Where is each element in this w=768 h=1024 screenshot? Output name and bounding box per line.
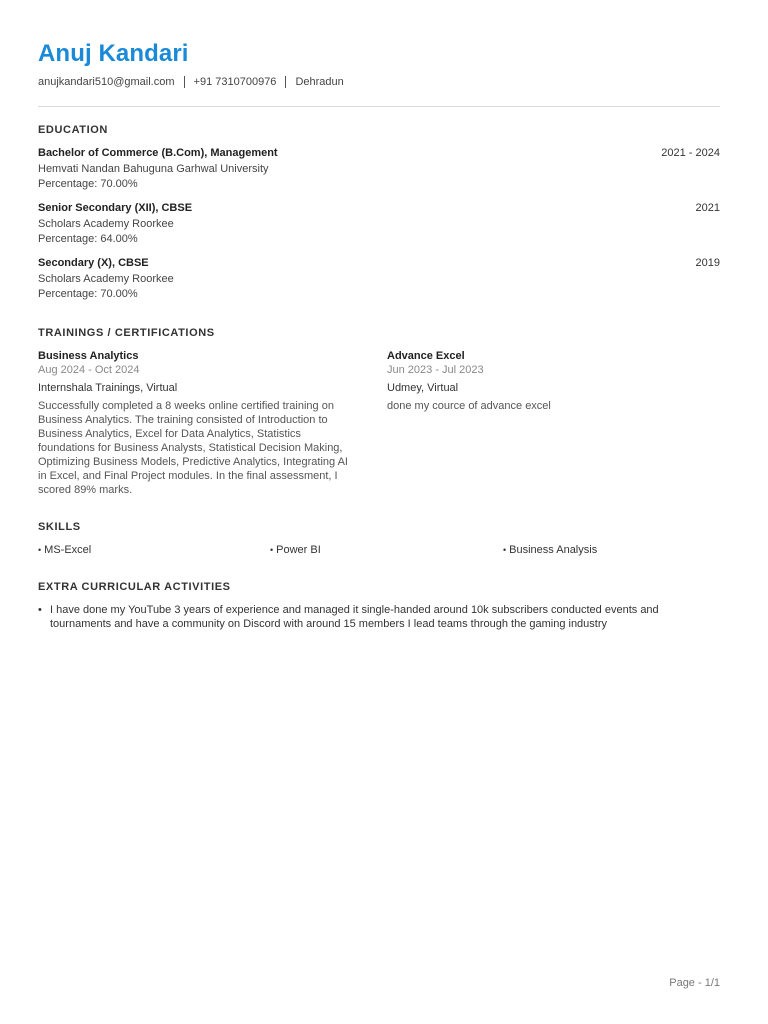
- training-organization: Internshala Trainings, Virtual: [38, 382, 178, 394]
- skills-heading: SKILLS: [38, 521, 81, 533]
- training-description: done my cource of advance excel: [387, 400, 551, 412]
- header-divider: [38, 106, 720, 107]
- degree-title: Secondary (X), CBSE: [38, 257, 149, 269]
- education-item: [38, 256, 720, 303]
- skill-label: MS-Excel: [44, 544, 92, 556]
- training-title: Advance Excel: [387, 350, 465, 362]
- education-years: 2021: [695, 202, 720, 214]
- bullet-icon: •: [270, 545, 274, 555]
- skill-item: [38, 544, 91, 556]
- degree-title: Senior Secondary (XII), CBSE: [38, 202, 193, 214]
- training-organization: Udmey, Virtual: [387, 382, 459, 394]
- location-text: Dehradun: [295, 76, 344, 88]
- education-percentage: Percentage: 70.00%: [38, 288, 138, 300]
- training-dates: Jun 2023 - Jul 2023: [387, 364, 484, 376]
- email-text: anujkandari510@gmail.com: [38, 76, 175, 88]
- training-item: [387, 349, 707, 413]
- institution-name: Scholars Academy Roorkee: [38, 217, 174, 230]
- skill-item: [270, 544, 321, 556]
- extra-curricular-text: I have done my YouTube 3 years of experience and managed it single-handed around 10k subscribers conducted events and tournaments and have a community on Discord with around 15 members I lead teams through the gaming industry: [50, 604, 659, 630]
- contact-separator: [285, 76, 286, 88]
- bullet-icon: •: [38, 545, 42, 555]
- skill-item: [503, 544, 597, 556]
- extra-curricular-heading: EXTRA CURRICULAR ACTIVITIES: [38, 581, 231, 593]
- degree-title: Bachelor of Commerce (B.Com), Management: [38, 147, 278, 159]
- education-heading: EDUCATION: [38, 124, 108, 136]
- candidate-name: Anuj Kandari: [38, 40, 189, 67]
- skill-label: Power BI: [276, 544, 321, 556]
- page-number: Page - 1/1: [669, 977, 720, 989]
- education-item: [38, 146, 720, 193]
- training-title: Business Analytics: [38, 350, 139, 362]
- contact-separator: [184, 76, 185, 88]
- phone-text: +91 7310700976: [193, 76, 277, 88]
- contact-line: [38, 76, 344, 88]
- institution-name: Scholars Academy Roorkee: [38, 272, 174, 285]
- training-dates: Aug 2024 - Oct 2024: [38, 364, 140, 376]
- education-percentage: Percentage: 70.00%: [38, 178, 138, 190]
- trainings-heading: TRAININGS / CERTIFICATIONS: [38, 327, 215, 339]
- training-description: Successfully completed a 8 weeks online certified training on Business Analytics. The training consisted of Introduction to Business Analytics, Excel for Data Analytics, Statistics foundations for Business Analysts, Statistical Decision Making, Optimizing Business Models, Predictive Analytics, Integrating AI in Excel, and Final Project modules. In the final assessment, I scored 89% marks.: [38, 400, 348, 496]
- education-percentage: Percentage: 64.00%: [38, 233, 138, 245]
- education-item: [38, 201, 720, 248]
- extra-curricular-item: [38, 603, 698, 631]
- training-item: [38, 349, 358, 497]
- institution-name: Hemvati Nandan Bahuguna Garhwal University: [38, 162, 269, 175]
- skill-label: Business Analysis: [509, 544, 598, 556]
- bullet-icon: •: [503, 545, 507, 555]
- bullet-icon: •: [38, 604, 42, 616]
- education-years: 2021 - 2024: [661, 147, 720, 159]
- education-years: 2019: [695, 257, 720, 269]
